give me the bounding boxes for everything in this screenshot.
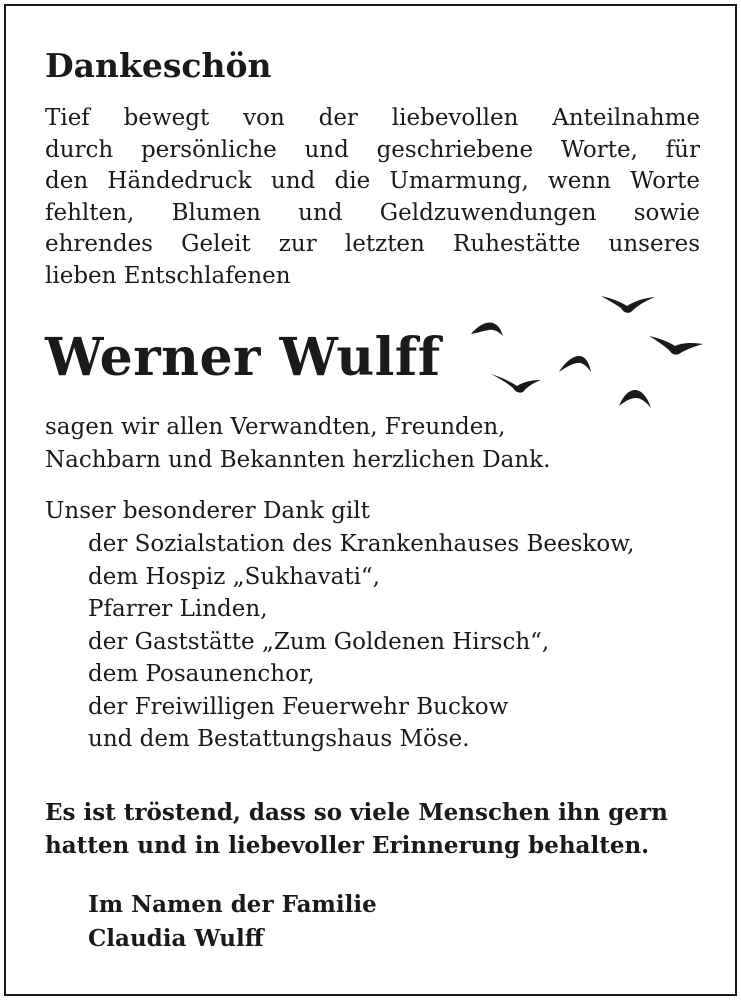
thanks-line: sagen wir allen Verwandten, Freunden, bbox=[45, 414, 506, 440]
notice-heading: Dankeschön bbox=[45, 46, 272, 85]
flying-birds-icon bbox=[461, 286, 711, 416]
bird-icon bbox=[619, 390, 651, 408]
closing-statement bbox=[45, 796, 705, 862]
list-item: dem Posaunenchor, bbox=[88, 661, 315, 687]
list-item: Pfarrer Linden, bbox=[88, 596, 268, 622]
special-thanks-intro: Unser besonderer Dank gilt bbox=[45, 498, 370, 524]
signature-name: Claudia Wulff bbox=[88, 925, 264, 952]
bird-icon bbox=[491, 374, 541, 393]
signature-line: Im Namen der Familie bbox=[88, 891, 377, 918]
signature-block bbox=[88, 888, 377, 956]
obituary-notice-frame bbox=[4, 4, 737, 996]
list-item: dem Hospiz „Sukhavati“, bbox=[88, 563, 380, 590]
closing-line: hatten und in liebevoller Erinnerung behalten. bbox=[45, 832, 650, 859]
list-item: der Gaststätte „Zum Goldenen Hirsch“, bbox=[88, 628, 550, 655]
closing-line: Es ist tröstend, dass so viele Menschen ihn gern bbox=[45, 799, 668, 826]
special-thanks-list bbox=[88, 528, 634, 756]
bird-icon bbox=[601, 296, 655, 313]
list-item: der Sozialstation des Krankenhauses Beeskow, bbox=[88, 531, 635, 557]
intro-line: durch persönliche und geschriebene Worte, für bbox=[45, 136, 700, 163]
intro-line: lieben Entschlafenen bbox=[45, 262, 291, 289]
bird-icon bbox=[471, 322, 503, 336]
list-item: der Freiwilligen Feuerwehr Buckow bbox=[88, 693, 509, 720]
intro-paragraph bbox=[45, 103, 700, 292]
thanks-line: Nachbarn und Bekannten herzlichen Dank. bbox=[45, 447, 551, 473]
deceased-name: Werner Wulff bbox=[45, 327, 441, 388]
list-item: und dem Bestattungshaus Möse. bbox=[88, 726, 470, 752]
bird-icon bbox=[649, 336, 703, 355]
intro-line: den Händedruck und die Umarmung, wenn Worte bbox=[45, 168, 700, 194]
intro-line: ehrendes Geleit zur letzten Ruhestätte unseres bbox=[45, 231, 700, 257]
bird-icon bbox=[559, 356, 591, 372]
thanks-paragraph bbox=[45, 411, 550, 477]
intro-line: Tief bewegt von der liebevollen Anteilnahme bbox=[45, 105, 700, 131]
intro-line: fehlten, Blumen und Geldzuwendungen sowie bbox=[45, 199, 700, 226]
